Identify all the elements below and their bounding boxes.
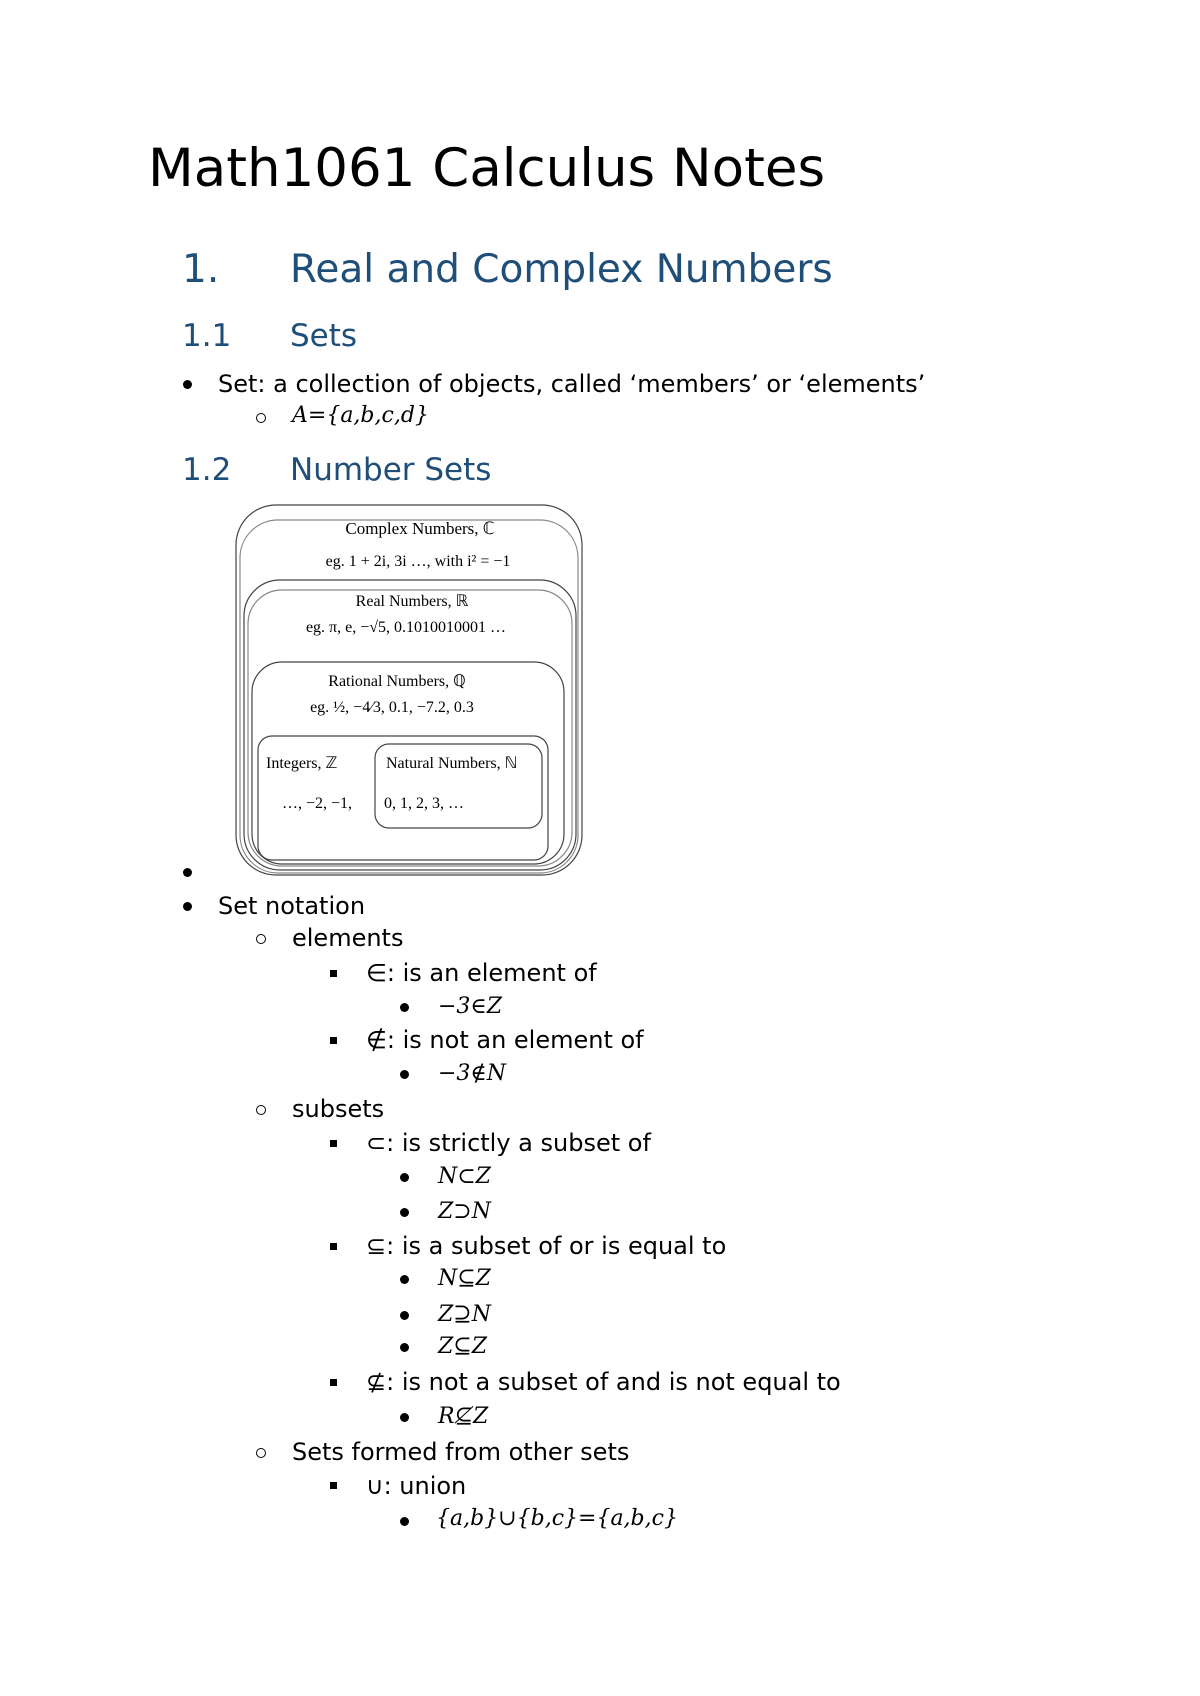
set-example: A={a,b,c,d}: [292, 403, 429, 428]
integers-example: …, −2, −1,: [282, 795, 353, 812]
element-of-example: −3∈Z: [438, 994, 503, 1019]
subset-self-example: Z⊆Z: [438, 1334, 488, 1359]
union-definition: ∪: union: [366, 1472, 467, 1500]
bullet-dot: [400, 1343, 409, 1352]
rational-label: Rational Numbers, ℚ: [328, 673, 466, 690]
section-heading: Real and Complex Numbers: [290, 247, 833, 292]
bullet-square: [330, 970, 337, 977]
real-example: eg. π, e, −√5, 0.1010010001 …: [305, 619, 507, 636]
subsection-heading: Sets: [290, 318, 358, 354]
real-label: Real Numbers, ℝ: [355, 593, 469, 610]
not-subset-example: R⊈Z: [438, 1404, 489, 1429]
page-title: Math1061 Calculus Notes: [148, 138, 826, 199]
complex-label: Complex Numbers, ℂ: [345, 519, 495, 538]
bullet-circle: [256, 1105, 266, 1115]
bullet-circle: [256, 1448, 266, 1458]
bullet-square: [330, 1482, 337, 1489]
bullet-dot: [183, 868, 192, 877]
subset-equal-definition: ⊆: is a subset of or is equal to: [366, 1232, 727, 1260]
set-definition: Set: a collection of objects, called ‘members’ or ‘elements’: [218, 370, 926, 398]
bullet-dot: [400, 1517, 409, 1526]
natural-example: 0, 1, 2, 3, …: [384, 795, 464, 812]
not-element-example: −3∉N: [438, 1061, 506, 1086]
bullet-dot: [400, 1208, 409, 1217]
subsection-number: 1.2: [182, 452, 232, 488]
rational-example: eg. ½, −4⁄3, 0.1, −7.2, 0.3: [310, 699, 474, 716]
bullet-square: [330, 1037, 337, 1044]
number-sets-diagram: [230, 500, 590, 880]
strict-superset-example: Z⊃N: [438, 1199, 491, 1224]
bullet-square: [330, 1243, 337, 1250]
bullet-dot: [400, 1275, 409, 1284]
subsection-number: 1.1: [182, 318, 232, 354]
bullet-dot: [183, 380, 192, 389]
subset-equal-example: N⊆Z: [438, 1266, 491, 1291]
section-number: 1.: [182, 247, 220, 292]
bullet-dot: [400, 1311, 409, 1320]
bullet-dot: [400, 1413, 409, 1422]
not-element-definition: ∉: is not an element of: [366, 1026, 644, 1054]
subsection-heading: Number Sets: [290, 452, 492, 488]
not-subset-definition: ⊈: is not a subset of and is not equal to: [366, 1368, 841, 1396]
formed-sets-label: Sets formed from other sets: [292, 1438, 630, 1466]
natural-label: Natural Numbers, ℕ: [386, 755, 518, 772]
integers-label: Integers, ℤ: [266, 755, 338, 772]
bullet-circle: [256, 934, 266, 944]
bullet-dot: [400, 1173, 409, 1182]
bullet-square: [330, 1379, 337, 1386]
element-of-definition: ∈: is an element of: [366, 959, 597, 987]
bullet-dot: [400, 1070, 409, 1079]
superset-equal-example: Z⊇N: [438, 1302, 491, 1327]
elements-label: elements: [292, 924, 404, 952]
notation-heading: Set notation: [218, 892, 366, 920]
bullet-square: [330, 1140, 337, 1147]
bullet-dot: [183, 902, 192, 911]
bullet-dot: [400, 1003, 409, 1012]
strict-subset-definition: ⊂: is strictly a subset of: [366, 1129, 651, 1157]
complex-example: eg. 1 + 2i, 3i …, with i² = −1: [325, 553, 511, 570]
strict-subset-example: N⊂Z: [438, 1164, 491, 1189]
bullet-circle: [256, 413, 266, 423]
union-example: {a,b}∪{b,c}={a,b,c}: [436, 1506, 678, 1531]
subsets-label: subsets: [292, 1095, 385, 1123]
